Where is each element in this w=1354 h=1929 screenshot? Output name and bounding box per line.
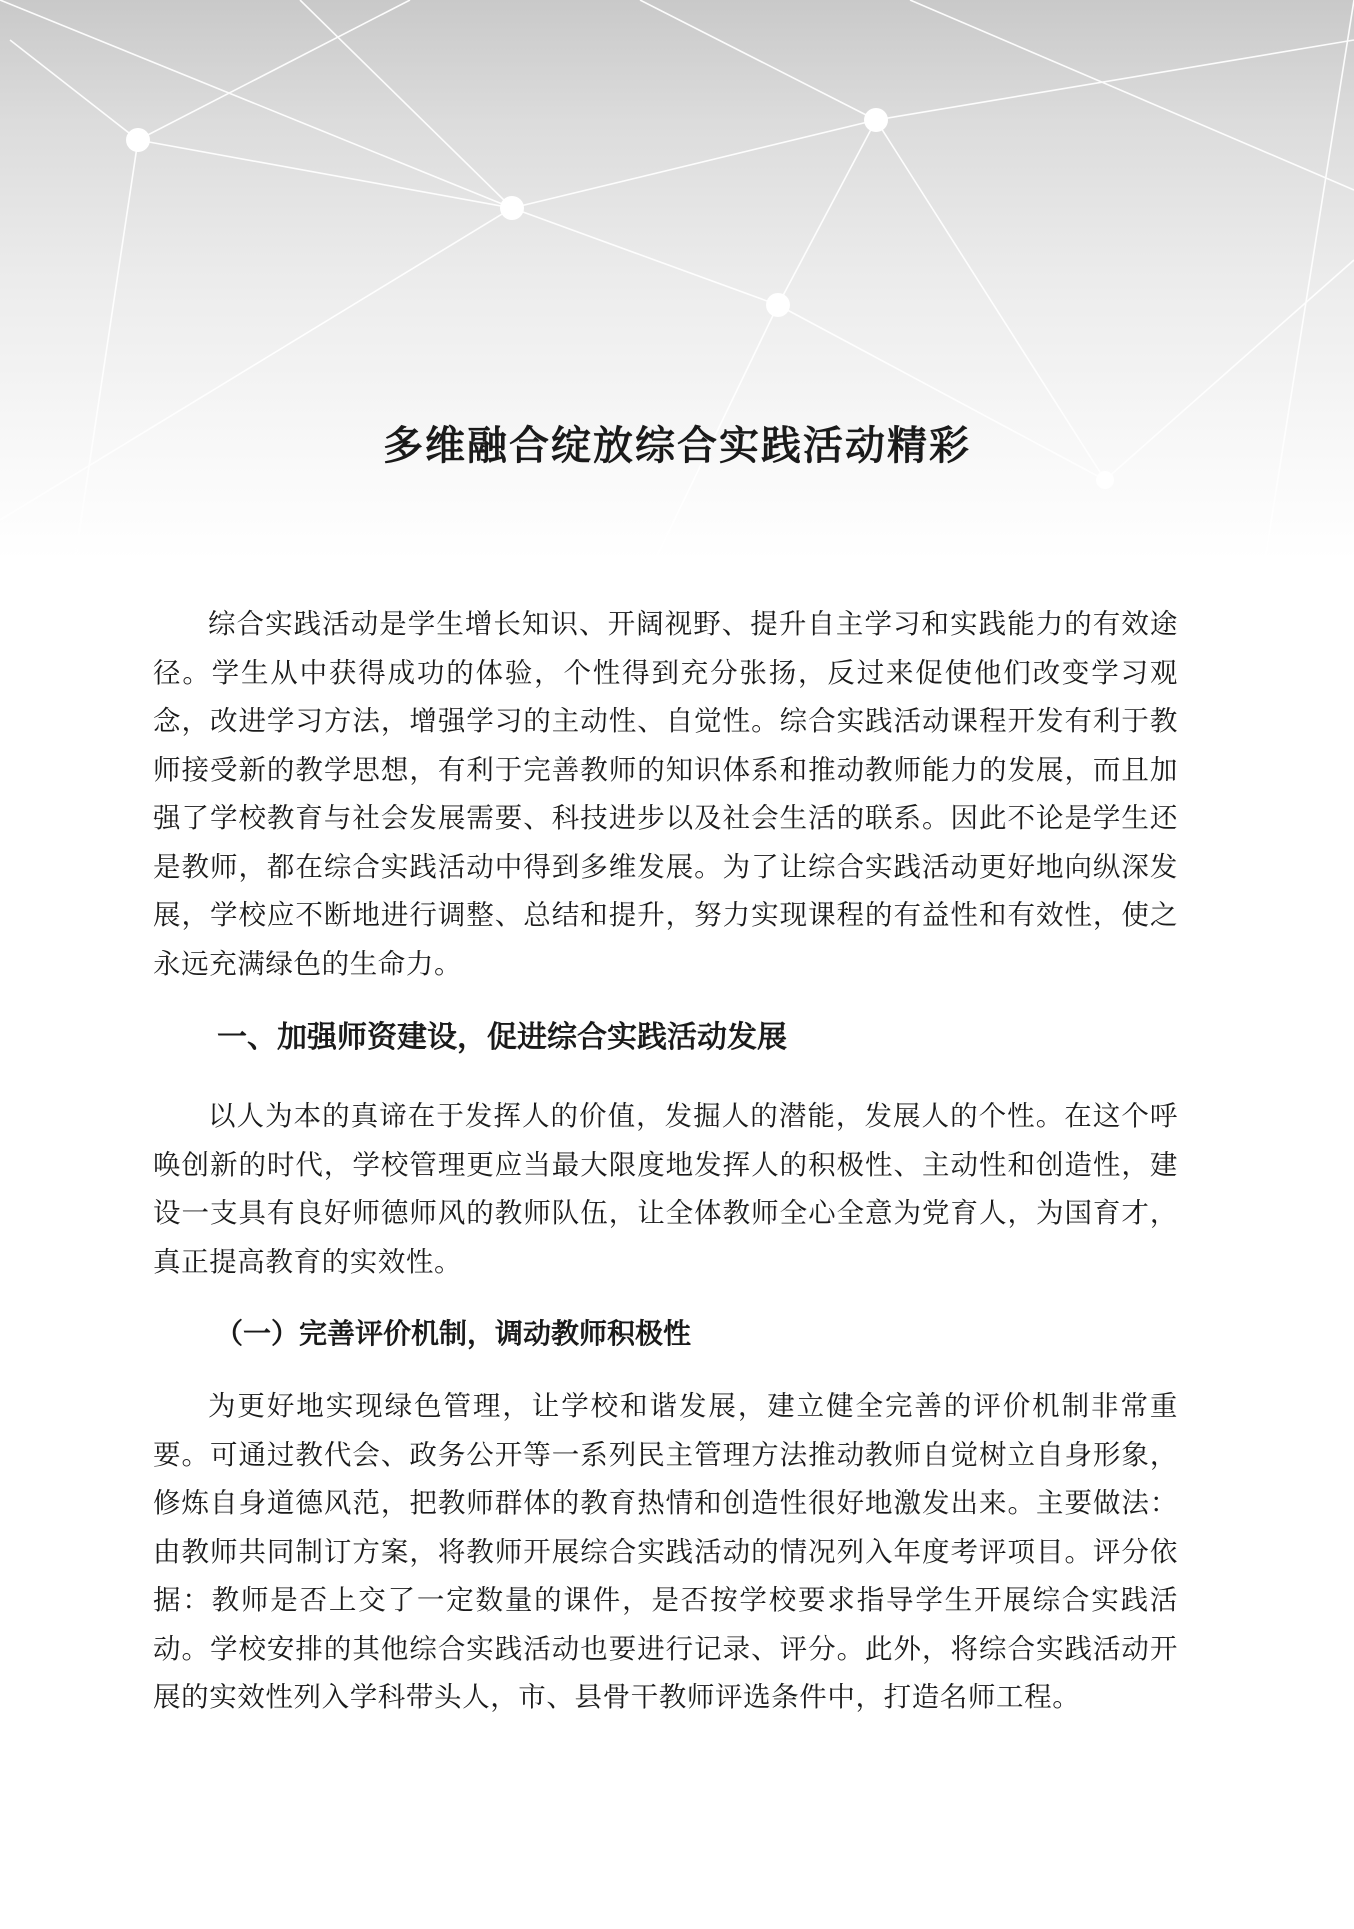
intro-paragraph: 综合实践活动是学生增长知识、开阔视野、提升自主学习和实践能力的有效途径。学生从中获得成功的体验，个性得到充分张扬，反过来促使他们改变学习观念，改进学习方法，增强学习的主动性、自觉性。综合实践活动课程开发有利于教师接受新的教学思想，有利于完善教师的知识体系和推动教师能力的发展，而且加强了学校教育与社会发展需要、科技进步以及社会生活的联系。因此不论是学生还是教师，都在综合实践活动中得到多维发展。为了让综合实践活动更好地向纵深发展，学校应不断地进行调整、总结和提升，努力实现课程的有益性和有效性，使之永远充满绿色的生命力。	[153, 608, 1178, 980]
network-decoration	[0, 0, 1354, 560]
page-title: 多维融合绽放综合实践活动精彩	[383, 423, 971, 469]
section-paragraph: 以人为本的真谛在于发挥人的价值，发掘人的潜能，发展人的个性。在这个呼唤创新的时代，学校管理更应当最大限度地发挥人的积极性、主动性和创造性，建设一支具有良好师德师风的教师队伍，让全体教师全心全意为党育人，为国育才，真正提高教育的实效性。	[153, 1100, 1178, 1278]
article-body	[153, 600, 1178, 1722]
header-banner	[0, 0, 1354, 560]
section-heading: 一、加强师资建设，促进综合实践活动发展	[217, 1020, 787, 1055]
subsection-paragraph: 为更好地实现绿色管理，让学校和谐发展，建立健全完善的评价机制非常重要。可通过教代会、政务公开等一系列民主管理方法推动教师自觉树立自身形象，修炼自身道德风范，把教师群体的教育热情和创造性很好地激发出来。主要做法：由教师共同制订方案，将教师开展综合实践活动的情况列入年度考评项目。评分依据：教师是否上交了一定数量的课件，是否按学校要求指导学生开展综合实践活动。学校安排的其他综合实践活动也要进行记录、评分。此外，将综合实践活动开展的实效性列入学科带头人，市、县骨干教师评选条件中，打造名师工程。	[153, 1390, 1178, 1713]
subsection-heading: （一）完善评价机制，调动教师积极性	[215, 1317, 692, 1350]
